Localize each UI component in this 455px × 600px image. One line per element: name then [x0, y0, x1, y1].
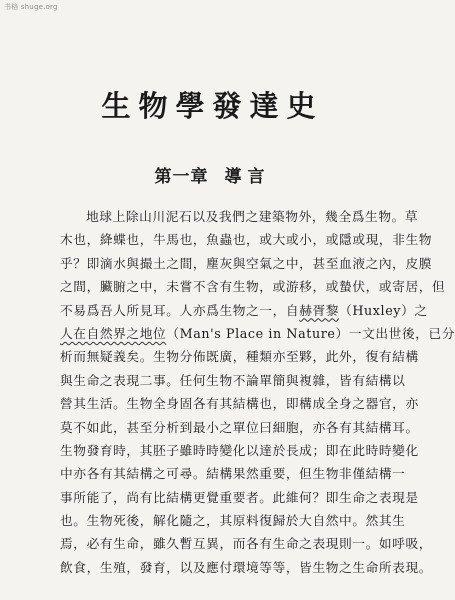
book-title: 生物學發達史 — [101, 89, 324, 123]
text-line — [60, 486, 419, 509]
text-line — [60, 556, 433, 579]
text-line — [60, 369, 406, 392]
text-segment: 生物發育時，其胚子雖時時變化以達於長成；即在此時時變化 — [60, 442, 419, 458]
proper-name-underlined: 赫胥黎 — [299, 302, 340, 318]
text-segment: 焉，必有生命，雖久暫互異，而各有生命之表現則一。如呼吸， — [60, 536, 433, 552]
text-segment: 木也，絳蝶也，牛馬也，魚蟲也，或大或小，或隱或現，非生物 — [60, 232, 433, 248]
text-segment: （Man's Place in Nature）一文出世後，已分 — [166, 325, 455, 341]
book-title-underlined: 人在自然界之地位 — [60, 325, 167, 341]
chapter-number: 第一章 — [154, 167, 209, 187]
text-line — [60, 345, 419, 368]
text-segment: 地球上除山川泥石以及我們之建築物外，幾全爲生物。草 — [86, 209, 419, 224]
text-line — [60, 322, 455, 345]
text-line — [60, 509, 406, 532]
text-segment: 乎？即滴水與撮土之間，塵灰與空氣之中，甚至血液之內，皮膜 — [60, 255, 433, 271]
text-segment: （Huxley）之 — [339, 302, 428, 318]
text-segment: 析而無疑義矣。生物分佈既廣，種類亦至夥，此外，復有結構 — [60, 349, 419, 365]
chapter-heading — [0, 162, 425, 187]
text-line — [60, 275, 446, 298]
text-segment: 也。生物死後，解化隨之，其原料復歸於大自然中。然其生 — [60, 513, 406, 529]
text-segment: 中亦各有其結構之可尋。結構果然重要，但生物非僅結構一 — [60, 466, 406, 482]
text-line — [60, 392, 419, 415]
text-line — [60, 532, 433, 555]
text-line — [60, 252, 433, 275]
watermark-text: 书格 shuge.org — [4, 3, 58, 11]
chapter-title: 導言 — [224, 167, 271, 187]
text-segment: 與生命之表現二事。任何生物不論單簡與複雜，皆有結構以 — [60, 372, 406, 388]
text-segment: 不易爲吾人所見耳。人亦爲生物之一，自 — [60, 302, 300, 318]
text-segment: 莫不如此，甚至分析到最小之單位曰細胞，亦各有其結構耳。 — [60, 419, 419, 435]
text-segment: 營其生活。生物全身固各有其結構也，即構成全身之器官，亦 — [60, 396, 419, 412]
text-line — [60, 439, 419, 462]
text-line — [60, 228, 433, 251]
text-line — [60, 416, 419, 439]
text-line — [60, 299, 428, 322]
text-line — [60, 462, 406, 485]
text-segment: 事所能了，尚有比結構更覺重要者。此維何？即生命之表現是 — [60, 489, 419, 505]
text-line — [60, 205, 419, 228]
body-paragraph — [60, 205, 455, 579]
text-segment: 之間，臟腑之中，未嘗不含有生物，或游移，或蟄伏，或寄居，但 — [60, 279, 446, 295]
text-segment: 飲食，生殖，發育，以及應付環境等等，皆生物之生命所表現。 — [60, 559, 433, 575]
